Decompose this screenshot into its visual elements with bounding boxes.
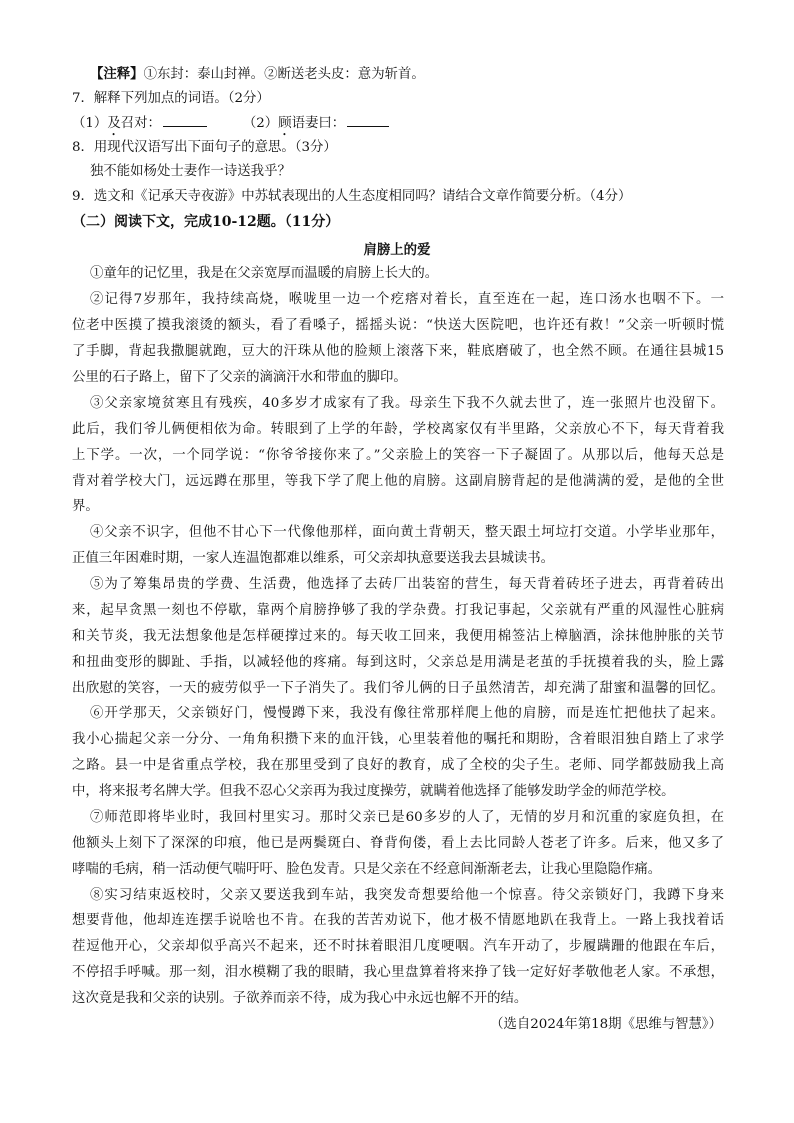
article-line: 此后，我们爷儿俩便相依为命。转眼到了上学的年龄，学校离家仅有半里路，父亲放心不下，每天背着我 (72, 422, 724, 437)
article-line: 不停招手呼喊。那一刻，泪水模糊了我的眼睛，我心里盘算着将来挣了钱一定好好孝敬他老人家。不承想， (72, 965, 724, 980)
article-line: 正值三年困难时期，一家人连温饱都难以维系，可父亲却执意要送我去县城读书。 (72, 551, 555, 566)
article-line: 来，起早贪黑一刻也不停歇，靠两个肩膀挣够了我的学杂费。打我记事起，父亲就有严重的风湿性心脏病 (72, 603, 724, 618)
article-line: 我小心揣起父亲一分分、一角角积攒下来的血汗钱，心里装着他的嘱托和期盼，含着眼泪独自踏上了求学 (72, 732, 724, 747)
q7-item2-answer-blank[interactable] (347, 113, 389, 127)
article-line: 上下学。一次，一个同学说：“你爷爷接你来了。”父亲脸上的笑容一下子凝固了。从那以后，他每天总是 (72, 448, 724, 463)
article-line: 哮喘的毛病，稍一活动便气喘吁吁、脸色发青。只是父亲在不经意间渐渐老去，让我心里隐隐作痛。 (72, 862, 662, 877)
article-line: ①童年的记忆里，我是在父亲宽厚而温暖的肩膀上长大的。 (90, 266, 439, 281)
q7-item1-suffix: 召对： (120, 116, 161, 131)
article-line: ④父亲不识字，但他不甘心下一代像他那样，面向黄土背朝天，整天跟土坷垃打交道。小学毕业那年， (90, 525, 724, 540)
article-line: 了手脚，背起我撒腿就跑，豆大的汗珠从他的脸颊上滚落下来，鞋底磨破了，也全然不顾。在通往县城15 (72, 344, 724, 359)
question-8-stem: 8．用现代汉语写出下面句子的意思。（3分） (72, 140, 337, 155)
article-line: ⑦师范即将毕业时，我回村里实习。那时父亲已是60多岁的人了，无情的岁月和沉重的家庭负担，在 (90, 810, 724, 825)
q7-item2-dotted-word: 顾 (278, 116, 292, 131)
article-line: ⑤为了筹集昂贵的学费、生活费，他选择了去砖厂出装窑的营生，每天背着砖坯子进去，再背着砖出 (90, 577, 724, 592)
article-source: （选自2024年第18期《思维与智慧》） (490, 1017, 722, 1032)
article-line: ⑥开学那天，父亲锁好门，慢慢蹲下来，我没有像往常那样爬上他的肩膀，而是连忙把他扶了起来。 (90, 706, 724, 721)
q7-item2-suffix: 语妻曰： (291, 116, 346, 131)
article-line: 他额头上刻下了深深的印痕，他已是两鬓斑白、脊背佝偻，看上去比同龄人苍老了许多。后来，他又多了 (72, 836, 724, 851)
q7-item1-answer-blank[interactable] (163, 113, 207, 127)
article-line: 位老中医摸了摸我滚烫的额头，看了看嗓子，摇摇头说：“快送大医院吧，也许还有救！”父亲一听顿时慌 (72, 318, 724, 333)
article-line: 茬逗他开心，父亲却似乎高兴不起来，还不时抹着眼泪几度哽咽。汽车开动了，步履蹒跚的他跟在车后， (72, 939, 724, 954)
article-line: 中，将来报考名牌大学。但我不忍心父亲再为我过度操劳，就瞒着他选择了能够发助学金的师范学校。 (72, 784, 675, 799)
q7-item1-prefix: （1） (72, 116, 108, 131)
article-line: 界。 (72, 499, 99, 514)
article-line: ⑧实习结束返校时，父亲又要送我到车站，我突发奇想要给他一个惊喜。待父亲锁好门，我蹲下身来 (90, 888, 724, 903)
question-7-items (72, 113, 391, 139)
question-7-stem: 7．解释下列加点的词语。（2分） (72, 91, 270, 106)
q7-item2-prefix: （2） (242, 116, 279, 131)
q7-item1-dotted-word: 及 (107, 116, 121, 131)
annotation-note (90, 64, 425, 85)
section-2-heading: （二）阅读下文，完成10-12题。（11分） (72, 214, 340, 230)
article-line: 公里的石子路上，留下了父亲的滴滴汗水和带血的脚印。 (72, 370, 407, 385)
question-8-sentence: 独不能如杨处士妻作一诗送我乎？ (90, 164, 291, 179)
article-line: 出欣慰的笑容，一天的疲劳似乎一下子消失了。我们爷儿俩的日子虽然清苦，却充满了甜蜜和温馨的回忆。 (72, 681, 724, 696)
question-9-stem: 9．选文和《记承天寺夜游》中苏轼表现出的人生态度相同吗？请结合文章作简要分析。（4分） (72, 189, 632, 204)
article-title: 肩膀上的爱 (363, 242, 431, 258)
article-line: ③父亲家境贫寒且有残疾，40多岁才成家有了我。母亲生下我不久就去世了，连一张照片也没留下。 (90, 396, 724, 411)
article-line: 之路。县一中是省重点学校，我在那里受到了良好的教育，成了全校的尖子生。老师、同学都鼓励我上高 (72, 758, 724, 773)
article-line: 背对着学校大门，远远蹲在那里，等我下学了爬上他的肩膀。这副肩膀背起的是他满满的爱，是他的全世 (72, 474, 724, 489)
article-line: 这次竟是我和父亲的诀别。子欲养而亲不待，成为我心中永远也解不开的结。 (72, 991, 528, 1006)
article-line: ②记得7岁那年，我持续高烧，喉咙里一边一个疙瘩对着长，直至连在一起，连口汤水也咽不下。一 (90, 292, 724, 307)
article-line: 想要背他，他却连连摆手说啥也不肯。在我的苦苦劝说下，他才极不情愿地趴在我背上。一路上我找着话 (72, 913, 724, 928)
article-line: 和关节炎，我无法想象他是怎样硬撑过来的。每天收工回来，我便用棉签沾上樟脑酒，涂抹他肿胀的关节 (72, 629, 724, 644)
annotation-text: ①东封：泰山封禅。②断送老头皮：意为斩首。 (143, 67, 425, 82)
article-line: 和扭曲变形的脚趾、手指，以减轻他的疼痛。每到这时，父亲总是用满是老茧的手抚摸着我的头，脸上露 (72, 655, 724, 670)
annotation-label: 【注释】 (90, 66, 144, 82)
